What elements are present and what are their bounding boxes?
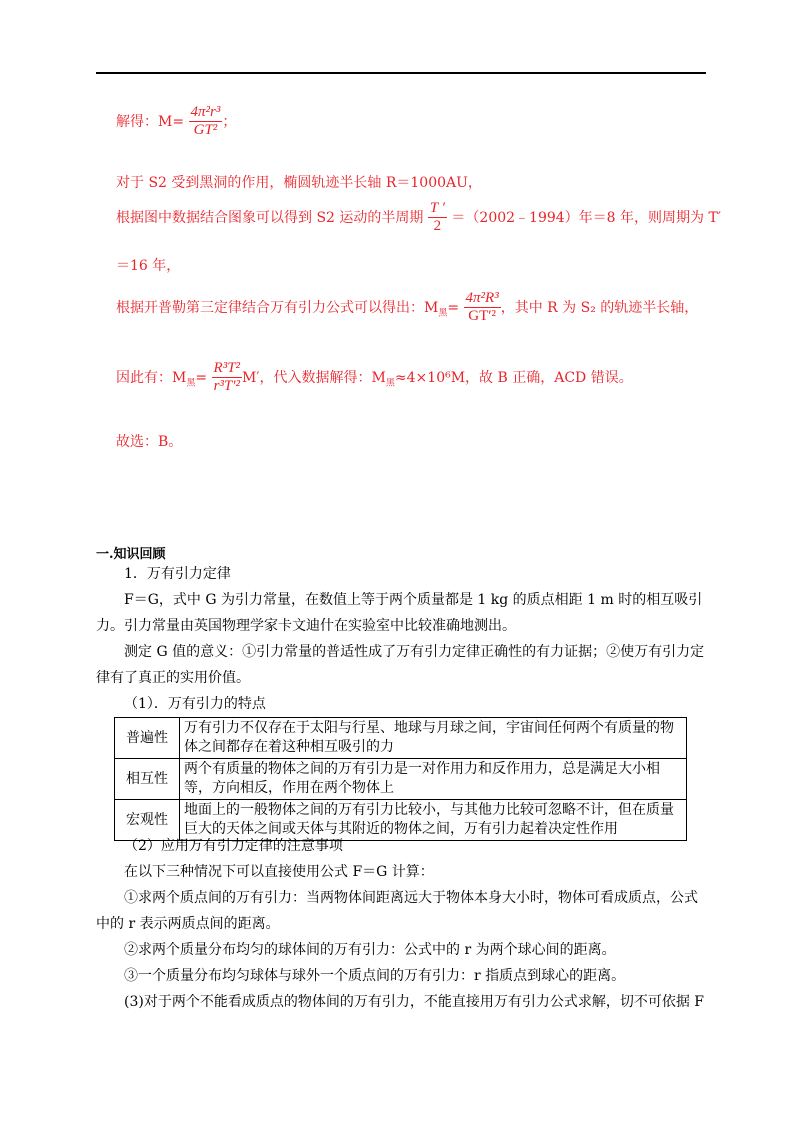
solution-text: ＝（2002﹣1994）年＝8 年，则周期为 T′ [451, 209, 722, 226]
half-period-fraction [428, 200, 447, 236]
solution-text: 根据图中数据结合图象可以得到 S2 运动的半周期 [116, 209, 424, 226]
solution-line-3 [116, 200, 721, 236]
table-row [115, 759, 687, 800]
subscript: 黑 [438, 308, 448, 319]
feature-description: 万有引力不仅存在于太阳与行星、地球与月球之间，宇宙间任何两个有质量的物体之间都存在着这种相互吸引的力 [180, 718, 687, 759]
solution-line-6 [116, 360, 633, 396]
paragraph-g-significance: 测定 G 值的意义：①引力常量的普适性成了万有引力定律正确性的有力证据；②使万有引力定律有了真正的实用价值。 [96, 644, 705, 686]
heading-law: 1．万有引力定律 [124, 566, 231, 582]
solution-text: ≈4×10⁶M，故 B 正确，ACD 错误。 [394, 369, 633, 386]
solution-line-1 [116, 104, 236, 140]
heading-notes: （2）应用万有引力定律的注意事项 [124, 838, 343, 854]
solution-text: 因此有：M [116, 369, 187, 386]
solution-answer: 故选：B。 [116, 434, 183, 450]
paragraph-three-cases: 在以下三种情况下可以直接使用公式 F＝G 计算： [124, 864, 434, 880]
fraction-denominator: GT² [193, 122, 218, 139]
solution-line-2: 对于 S2 受到黑洞的作用，椭圆轨迹半长轴 R＝1000AU， [116, 175, 482, 191]
solution-line-4: ＝16 年， [116, 258, 181, 274]
solution-line-5 [116, 290, 698, 326]
solution-text: M′，代入数据解得：M [242, 369, 386, 386]
paragraph-case-2: ②求两个质量分布均匀的球体间的万有引力：公式中的 r 为两个球心间的距离。 [124, 942, 616, 958]
fraction-denominator: r³T′² [213, 378, 241, 395]
solution-text: 解得：M [116, 113, 173, 130]
header-rule [96, 72, 706, 74]
feature-description: 两个有质量的物体之间的万有引力是一对作用力和反作用力，总是满足大小相等，方向相反，作用在两个物体上 [180, 759, 687, 800]
paragraph-case-3: ③一个质量分布均匀球体与球外一个质点间的万有引力：r 指质点到球心的距离。 [124, 968, 626, 984]
features-table [114, 717, 687, 841]
formula-fraction [189, 104, 223, 140]
solution-text: ； [222, 113, 237, 130]
paragraph-gravitational-constant: F＝G，式中 G 为引力常量，在数值上等于两个质量都是 1 kg 的质点相距 1 m 时的相互吸引力。引力常量由英国物理学家卡文迪什在实验室中比较准确地测出。 [96, 592, 703, 634]
fraction-numerator: T ′ [428, 200, 447, 218]
equals-sign: = [447, 299, 460, 316]
feature-name: 相互性 [115, 759, 180, 800]
paragraph-non-point-bodies: (3)对于两个不能看成质点的物体间的万有引力，不能直接用万有引力公式求解，切不可依据 F [124, 994, 704, 1010]
section-title: 一.知识回顾 [96, 547, 166, 562]
solution-text: 根据开普勒第三定律结合万有引力公式可以得出：M [116, 299, 439, 316]
solution-text: ，其中 R 为 S₂ 的轨迹半长轴， [500, 299, 699, 316]
feature-name: 宏观性 [115, 800, 180, 841]
paragraph-case-1: ①求两个质点间的万有引力：当两物体间距离远大于物体本身大小时，物体可看成质点，公式中的 r 表示两质点间的距离。 [96, 890, 698, 932]
subscript: 黑 [385, 378, 395, 389]
feature-name: 普遍性 [115, 718, 180, 759]
equals-sign: = [172, 113, 185, 130]
feature-description: 地面上的一般物体之间的万有引力比较小，与其他力比较可忽略不计，但在质量巨大的天体之间或天体与其附近的物体之间，万有引力起着决定性作用 [180, 800, 687, 841]
fraction-denominator: GT′² [468, 308, 497, 325]
equals-sign: = [195, 369, 208, 386]
heading-features: （1）．万有引力的特点 [124, 696, 266, 712]
table-row [115, 718, 687, 759]
fraction-denominator: 2 [433, 218, 442, 235]
fraction-numerator: R³T² [212, 360, 243, 378]
subscript: 黑 [186, 378, 196, 389]
mass-ratio-fraction [212, 360, 243, 396]
black-hole-mass-fraction [464, 290, 501, 326]
fraction-numerator: 4π²r³ [189, 104, 223, 122]
fraction-numerator: 4π²R³ [464, 290, 501, 308]
